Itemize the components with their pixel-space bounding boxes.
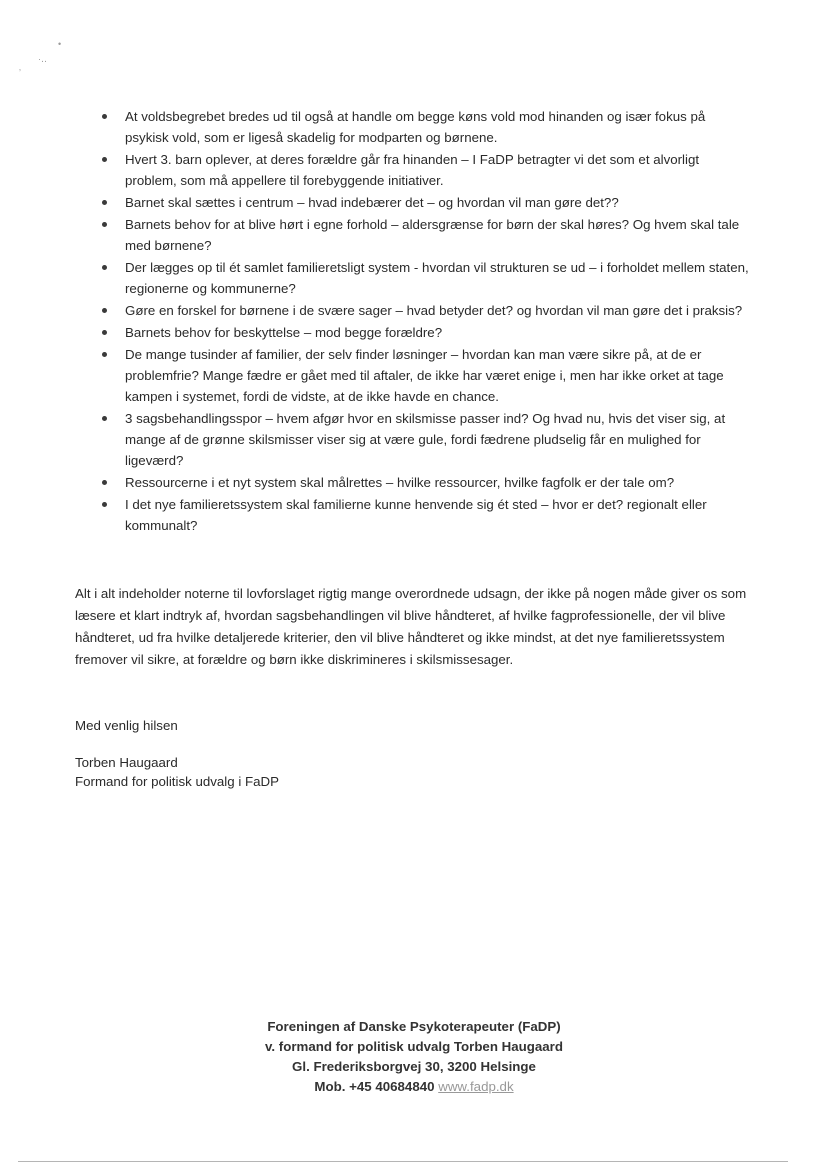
signature-block — [75, 753, 279, 791]
footer-website-link[interactable]: www.fadp.dk — [438, 1079, 514, 1094]
letterhead-footer — [0, 1017, 828, 1097]
footer-phone: Mob. +45 40684840 — [314, 1079, 435, 1094]
page-bottom-rule — [18, 1161, 788, 1162]
bullet-dot — [102, 308, 107, 313]
list-item — [0, 192, 828, 213]
bullet-dot — [102, 480, 107, 485]
list-item — [0, 257, 828, 299]
list-item-text: Barnets behov for beskyttelse – mod begge forældre? — [125, 325, 443, 340]
signer-name: Torben Haugaard — [75, 755, 178, 770]
scan-speck: ·‥ — [38, 54, 48, 64]
list-item-text: Barnet skal sættes i centrum – hvad indebærer det – og hvordan vil man gøre det?? — [125, 195, 619, 210]
footer-contact-line — [0, 1077, 828, 1097]
list-item-text: Ressourcerne i et nyt system skal målrettes – hvilke ressourcer, hvilke fagfolk er der tale om? — [125, 475, 675, 490]
bullet-dot — [102, 330, 107, 335]
bullet-dot — [102, 114, 107, 119]
list-item — [0, 494, 828, 536]
list-item — [0, 344, 828, 407]
list-item — [0, 300, 828, 321]
list-item-text: De mange tusinder af familier, der selv finder løsninger – hvordan kan man være sikre på, at de er problemfrie? Mange fædre er gået med til aftaler, de ikke har været enige i, men har ikke orket at tage kampen i systemet, fordi de vidste, at de ikke havde en chance. — [125, 347, 724, 404]
closing-greeting: Med venlig hilsen — [75, 718, 178, 733]
list-item-text: Barnets behov for at blive hørt i egne forhold – aldersgrænse for børn der skal høres? Og hvem skal tale med børnene? — [125, 217, 740, 253]
footer-address: Gl. Frederiksborgvej 30, 3200 Helsinge — [292, 1059, 536, 1074]
list-item — [0, 322, 828, 343]
list-item — [0, 214, 828, 256]
list-item-text: At voldsbegrebet bredes ud til også at handle om begge køns vold mod hinanden og især fokus på psykisk vold, som er ligeså skadelig for modparten og børnene. — [125, 109, 706, 145]
footer-contact-person: v. formand for politisk udvalg Torben Haugaard — [265, 1039, 563, 1054]
list-item-text: Gøre en forskel for børnene i de svære sager – hvad betyder det? og hvordan vil man gøre det i praksis? — [125, 303, 743, 318]
bullet-dot — [102, 265, 107, 270]
signer-role: Formand for politisk udvalg i FaDP — [75, 774, 279, 789]
list-item-text: 3 sagsbehandlingsspor – hvem afgør hvor en skilsmisse passer ind? Og hvad nu, hvis det viser sig, at mange af de grønne skilsmisser viser sig at være gule, fordi fædrene pludselig får en mulighed for ligeværd? — [125, 411, 726, 468]
list-item — [0, 408, 828, 471]
bullet-dot — [102, 157, 107, 162]
list-item — [0, 149, 828, 191]
list-item — [0, 106, 828, 148]
list-item — [0, 472, 828, 493]
list-item-text: Der lægges op til ét samlet familieretsligt system - hvordan vil strukturen se ud – i forholdet mellem staten, regionerne og kommunerne? — [125, 260, 749, 296]
bullet-dot — [102, 222, 107, 227]
bullet-dot — [102, 352, 107, 357]
concern-list — [0, 106, 828, 537]
scan-speck: • — [58, 39, 62, 49]
scan-speck: ʼ — [19, 68, 21, 78]
bullet-dot — [102, 200, 107, 205]
bullet-dot — [102, 416, 107, 421]
footer-org: Foreningen af Danske Psykoterapeuter (FaDP) — [267, 1019, 561, 1034]
summary-paragraph: Alt i alt indeholder noterne til lovforslaget rigtig mange overordnede udsagn, der ikke på nogen måde giver os som læsere et klart indtryk af, hvordan sagsbehandlingen vil blive håndteret, af hvilke fagprofessionelle, der vil blive håndteret, ud fra hvilke detaljerede kriterier, den vil blive håndteret og ikke mindst, at det nye familieretssystem fremover vil sikre, at forældre og børn ikke diskrimineres i skilsmissesager. — [75, 586, 747, 667]
list-item-text: Hvert 3. barn oplever, at deres forældre går fra hinanden – I FaDP betragter vi det som et alvorligt problem, som må appellere til forebyggende initiativer. — [125, 152, 700, 188]
bullet-dot — [102, 502, 107, 507]
list-item-text: I det nye familieretssystem skal familierne kunne henvende sig ét sted – hvor er det? regionalt eller kommunalt? — [125, 497, 707, 533]
